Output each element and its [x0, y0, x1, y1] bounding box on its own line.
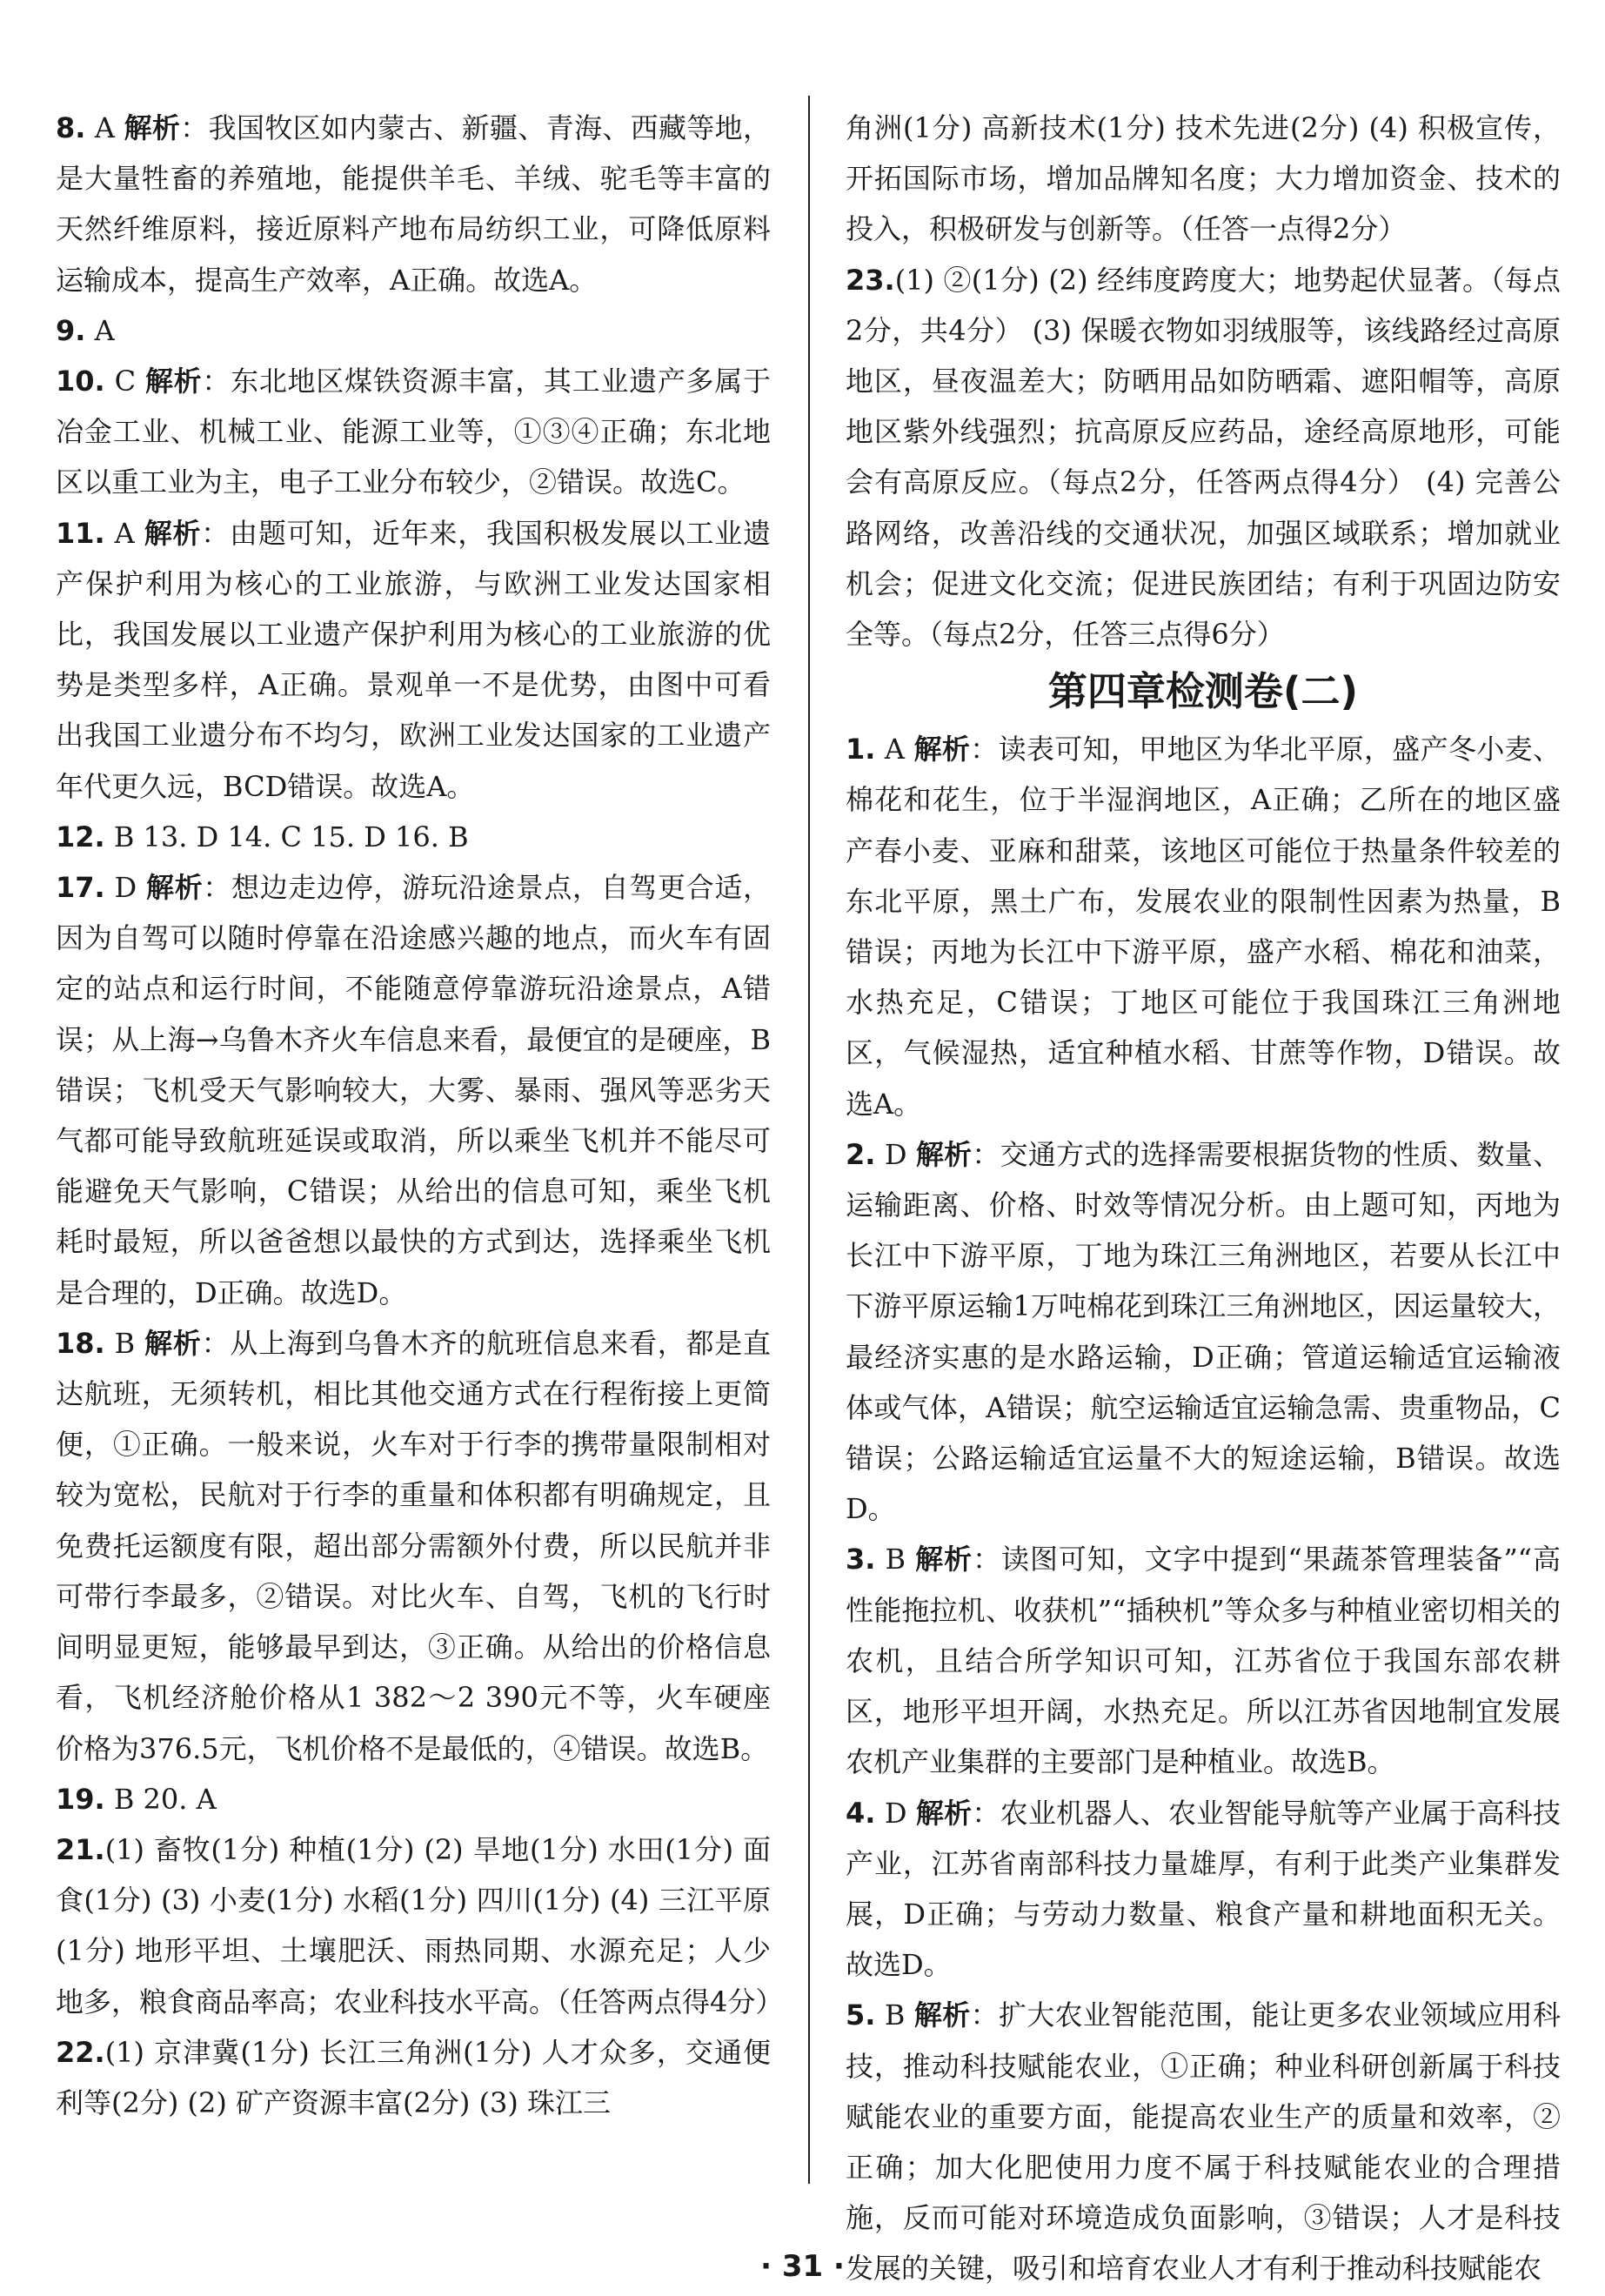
analysis-label: 解析	[915, 1137, 973, 1171]
page-number: · 31 ·	[760, 2249, 845, 2284]
answer-item	[56, 1774, 771, 1824]
analysis-label: 解析	[144, 1326, 202, 1360]
answer-choice: A	[875, 733, 914, 766]
answer-text: ：东北地区煤铁资源丰富，其工业遗产多属于冶金工业、机械工业、能源工业等，①③④正确；东北地区以重工业为主，电子工业分布较少，②错误。故选C。	[56, 365, 771, 499]
answer-item	[56, 862, 771, 1318]
analysis-label: 解析	[146, 871, 204, 905]
answer-number: 23.	[846, 263, 895, 297]
left-column	[56, 103, 784, 2128]
analysis-label: 解析	[913, 733, 971, 766]
answer-number: 21.	[56, 1832, 105, 1866]
answer-choice: B	[875, 1543, 916, 1576]
answer-item	[56, 508, 771, 812]
analysis-label: 解析	[915, 1796, 973, 1830]
analysis-label: 解析	[144, 365, 203, 398]
answer-item	[846, 1534, 1561, 1787]
answer-item	[846, 1129, 1561, 1535]
answer-text: 角洲(1分) 高新技术(1分) 技术先进(2分) (4) 积极宣传，开拓国际市场，增加品牌知名度；大力增加资金、技术的投入，积极研发与创新等。（任答一点得2分）	[846, 111, 1561, 246]
answer-number: 11.	[56, 516, 105, 550]
analysis-label: 解析	[124, 111, 181, 144]
answer-number: 2.	[846, 1137, 876, 1171]
answer-text: ：我国牧区如内蒙古、新疆、青海、西藏等地，是大量牲畜的养殖地，能提供羊毛、羊绒、驼毛等丰富的天然纤维原料，接近原料产地布局纺织工业，可降低原料运输成本，提高生产效率，A正确。故选A。	[56, 111, 771, 297]
answer-number: 18.	[56, 1326, 105, 1360]
answer-text: ：读表可知，甲地区为华北平原，盛产冬小麦、棉花和花生，位于半湿润地区，A正确；乙所在的地区盛产春小麦、亚麻和甜菜，该地区可能位于热量条件较差的东北平原，黑土广布，发展农业的限制性因素为热量，B错误；丙地为长江中下游平原，盛产水稻、棉花和油菜，水热充足，C错误；丁地区可能位于我国珠江三角洲地区，气候湿热，适宜种植水稻、甘蔗等作物，D错误。故选A。	[846, 733, 1561, 1121]
answer-number: 3.	[846, 1543, 876, 1576]
analysis-label: 解析	[913, 1998, 971, 2032]
answer-text: ：农业机器人、农业智能导航等产业属于高科技产业，江苏省南部科技力量雄厚，有利于此类产业集群发展，D正确；与劳动力数量、粮食产量和耕地面积无关。故选D。	[846, 1796, 1561, 1982]
answer-item	[56, 305, 771, 356]
answer-choice: A	[104, 516, 144, 550]
answer-choice: A	[85, 313, 115, 347]
answer-text: ：交通方式的选择需要根据货物的性质、数量、运输距离、价格、时效等情况分析。由上题可知，丙地为长江中下游平原，丁地为珠江三角洲地区，若要从长江中下游平原运输1万吨棉花到珠江三角洲地区，因运量较大，最经济实惠的是水路运输，D正确；管道运输适宜运输液体或气体，A错误；航空运输适宜运输急需、贵重物品，C错误；公路运输适宜运量不大的短途运输，B错误。故选D。	[846, 1137, 1561, 1526]
answer-item	[56, 1824, 784, 2027]
answer-text: (1) 畜牧(1分) 种植(1分) (2) 旱地(1分) 水田(1分) 面食(1分) (3) 小麦(1分) 水稻(1分) 四川(1分) (4) 三江平原(1分) 地形平坦、土壤肥沃、雨热同期、水源充足；人少地多，粮食商品率高；农业科技水平高。（任答两点得4分）	[56, 1832, 784, 2018]
answer-number: 22.	[56, 2035, 105, 2069]
answer-item	[56, 812, 771, 862]
column-divider	[808, 96, 810, 2184]
answer-text: (1) ②(1分) (2) 经纬度跨度大；地势起伏显著。（每点2分，共4分） (3) 保暖衣物如羽绒服等，该线路经过高原地区，昼夜温差大；防晒用品如防晒霜、遮阳帽等，高原地区紫外线强烈；抗高原反应药品，途经高原地形，可能会有高原反应。（每点2分，任答两点得4分） (4) 完善公路网络，改善沿线的交通状况，加强区域联系；增加就业机会；促进文化交流；促进民族团结；有利于巩固边防安全等。（每点2分，任答三点得6分）	[846, 263, 1561, 652]
answer-text: ：扩大农业智能范围，能让更多农业领域应用科技，推动科技赋能农业，①正确；种业科研创新属于科技赋能农业的重要方面，能提高农业生产的质量和效率，②正确；加大化肥使用力度不属于科技赋能农业的合理措施，反而可能对环境造成负面影响，③错误；人才是科技发展的关键，吸引和培育农业人才有利于推动科技赋能农	[846, 1998, 1561, 2286]
answer-number: 1.	[846, 733, 876, 766]
answer-text: ：读图可知，文字中提到“果蔬茶管理装备”“高性能拖拉机、收获机”“插秧机”等众多与种植业密切相关的农机，且结合所学知识可知，江苏省位于我国东部农耕区，地形平坦开阔，水热充足。所以江苏省因地制宜发展农机产业集群的主要部门是种植业。故选B。	[846, 1543, 1561, 1779]
answer-choice: B 13. D 14. C 15. D 16. B	[104, 820, 469, 853]
answer-item	[56, 1318, 771, 1774]
answer-number: 19.	[56, 1782, 105, 1816]
right-column	[846, 103, 1561, 2294]
answer-text: ：想边走边停，游玩沿途景点，自驾更合适，因为自驾可以随时停靠在沿途感兴趣的地点，而火车有固定的站点和运行时间，不能随意停靠游玩沿途景点，A错误；从上海→乌鲁木齐火车信息来看，最便宜的是硬座，B错误；飞机受天气影响较大，大雾、暴雨、强风等恶劣天气都可能导致航班延误或取消，所以乘坐飞机并不能尽可能避免天气影响，C错误；从给出的信息可知，乘坐飞机耗时最短，所以爸爸想以最快的方式到达，选择乘坐飞机是合理的，D正确。故选D。	[56, 871, 771, 1309]
answer-item	[846, 103, 1561, 255]
answer-item	[846, 724, 1561, 1129]
answer-number: 5.	[846, 1998, 876, 2032]
answer-choice: D	[104, 871, 147, 905]
analysis-label: 解析	[915, 1543, 973, 1576]
answer-choice: D	[875, 1137, 916, 1171]
answer-item	[846, 255, 1561, 660]
answer-number: 12.	[56, 820, 105, 853]
answer-choice: B 20. A	[104, 1782, 217, 1816]
answer-choice: B	[875, 1998, 914, 2032]
answer-text: (1) 京津冀(1分) 长江三角洲(1分) 人才众多，交通便利等(2分) (2) 矿产资源丰富(2分) (3) 珠江三	[56, 2035, 771, 2119]
answer-choice: A	[85, 111, 124, 144]
answer-choice: D	[875, 1796, 916, 1830]
answer-number: 4.	[846, 1796, 876, 1830]
answer-choice: B	[104, 1326, 145, 1360]
analysis-label: 解析	[144, 516, 202, 550]
right-top-answers	[846, 103, 1561, 659]
answer-number: 9.	[56, 313, 86, 347]
section-title: 第四章检测卷(二)	[1047, 668, 1359, 715]
answer-number: 10.	[56, 365, 105, 398]
answer-choice: C	[104, 365, 145, 398]
answer-number: 17.	[56, 871, 105, 905]
answer-number: 8.	[56, 111, 86, 144]
answer-item	[56, 103, 771, 305]
answer-item	[846, 1788, 1561, 1991]
answer-item	[56, 2027, 771, 2128]
right-bottom-answers	[846, 724, 1561, 2293]
answer-item	[56, 356, 771, 508]
answer-text: ：从上海到乌鲁木齐的航班信息来看，都是直达航班，无须转机，相比其他交通方式在行程衔接上更简便，①正确。一般来说，火车对于行李的携带量限制相对较为宽松，民航对于行李的重量和体积都有明确规定，且免费托运额度有限，超出部分需额外付费，所以民航并非可带行李最多，②错误。对比火车、自驾，飞机的飞行时间明显更短，能够最早到达，③正确。从给出的价格信息看，飞机经济舱价格从1 382～2 390元不等，火车硬座价格为376.5元，飞机价格不是最低的，④错误。故选B。	[56, 1326, 771, 1765]
answer-text: ：由题可知，近年来，我国积极发展以工业遗产保护利用为核心的工业旅游，与欧洲工业发达国家相比，我国发展以工业遗产保护利用为核心的工业旅游的优势是类型多样，A正确。景观单一不是优势，由图中可看出我国工业遗分布不均匀，欧洲工业发达国家的工业遗产年代更久远，BCD错误。故选A。	[56, 516, 771, 803]
